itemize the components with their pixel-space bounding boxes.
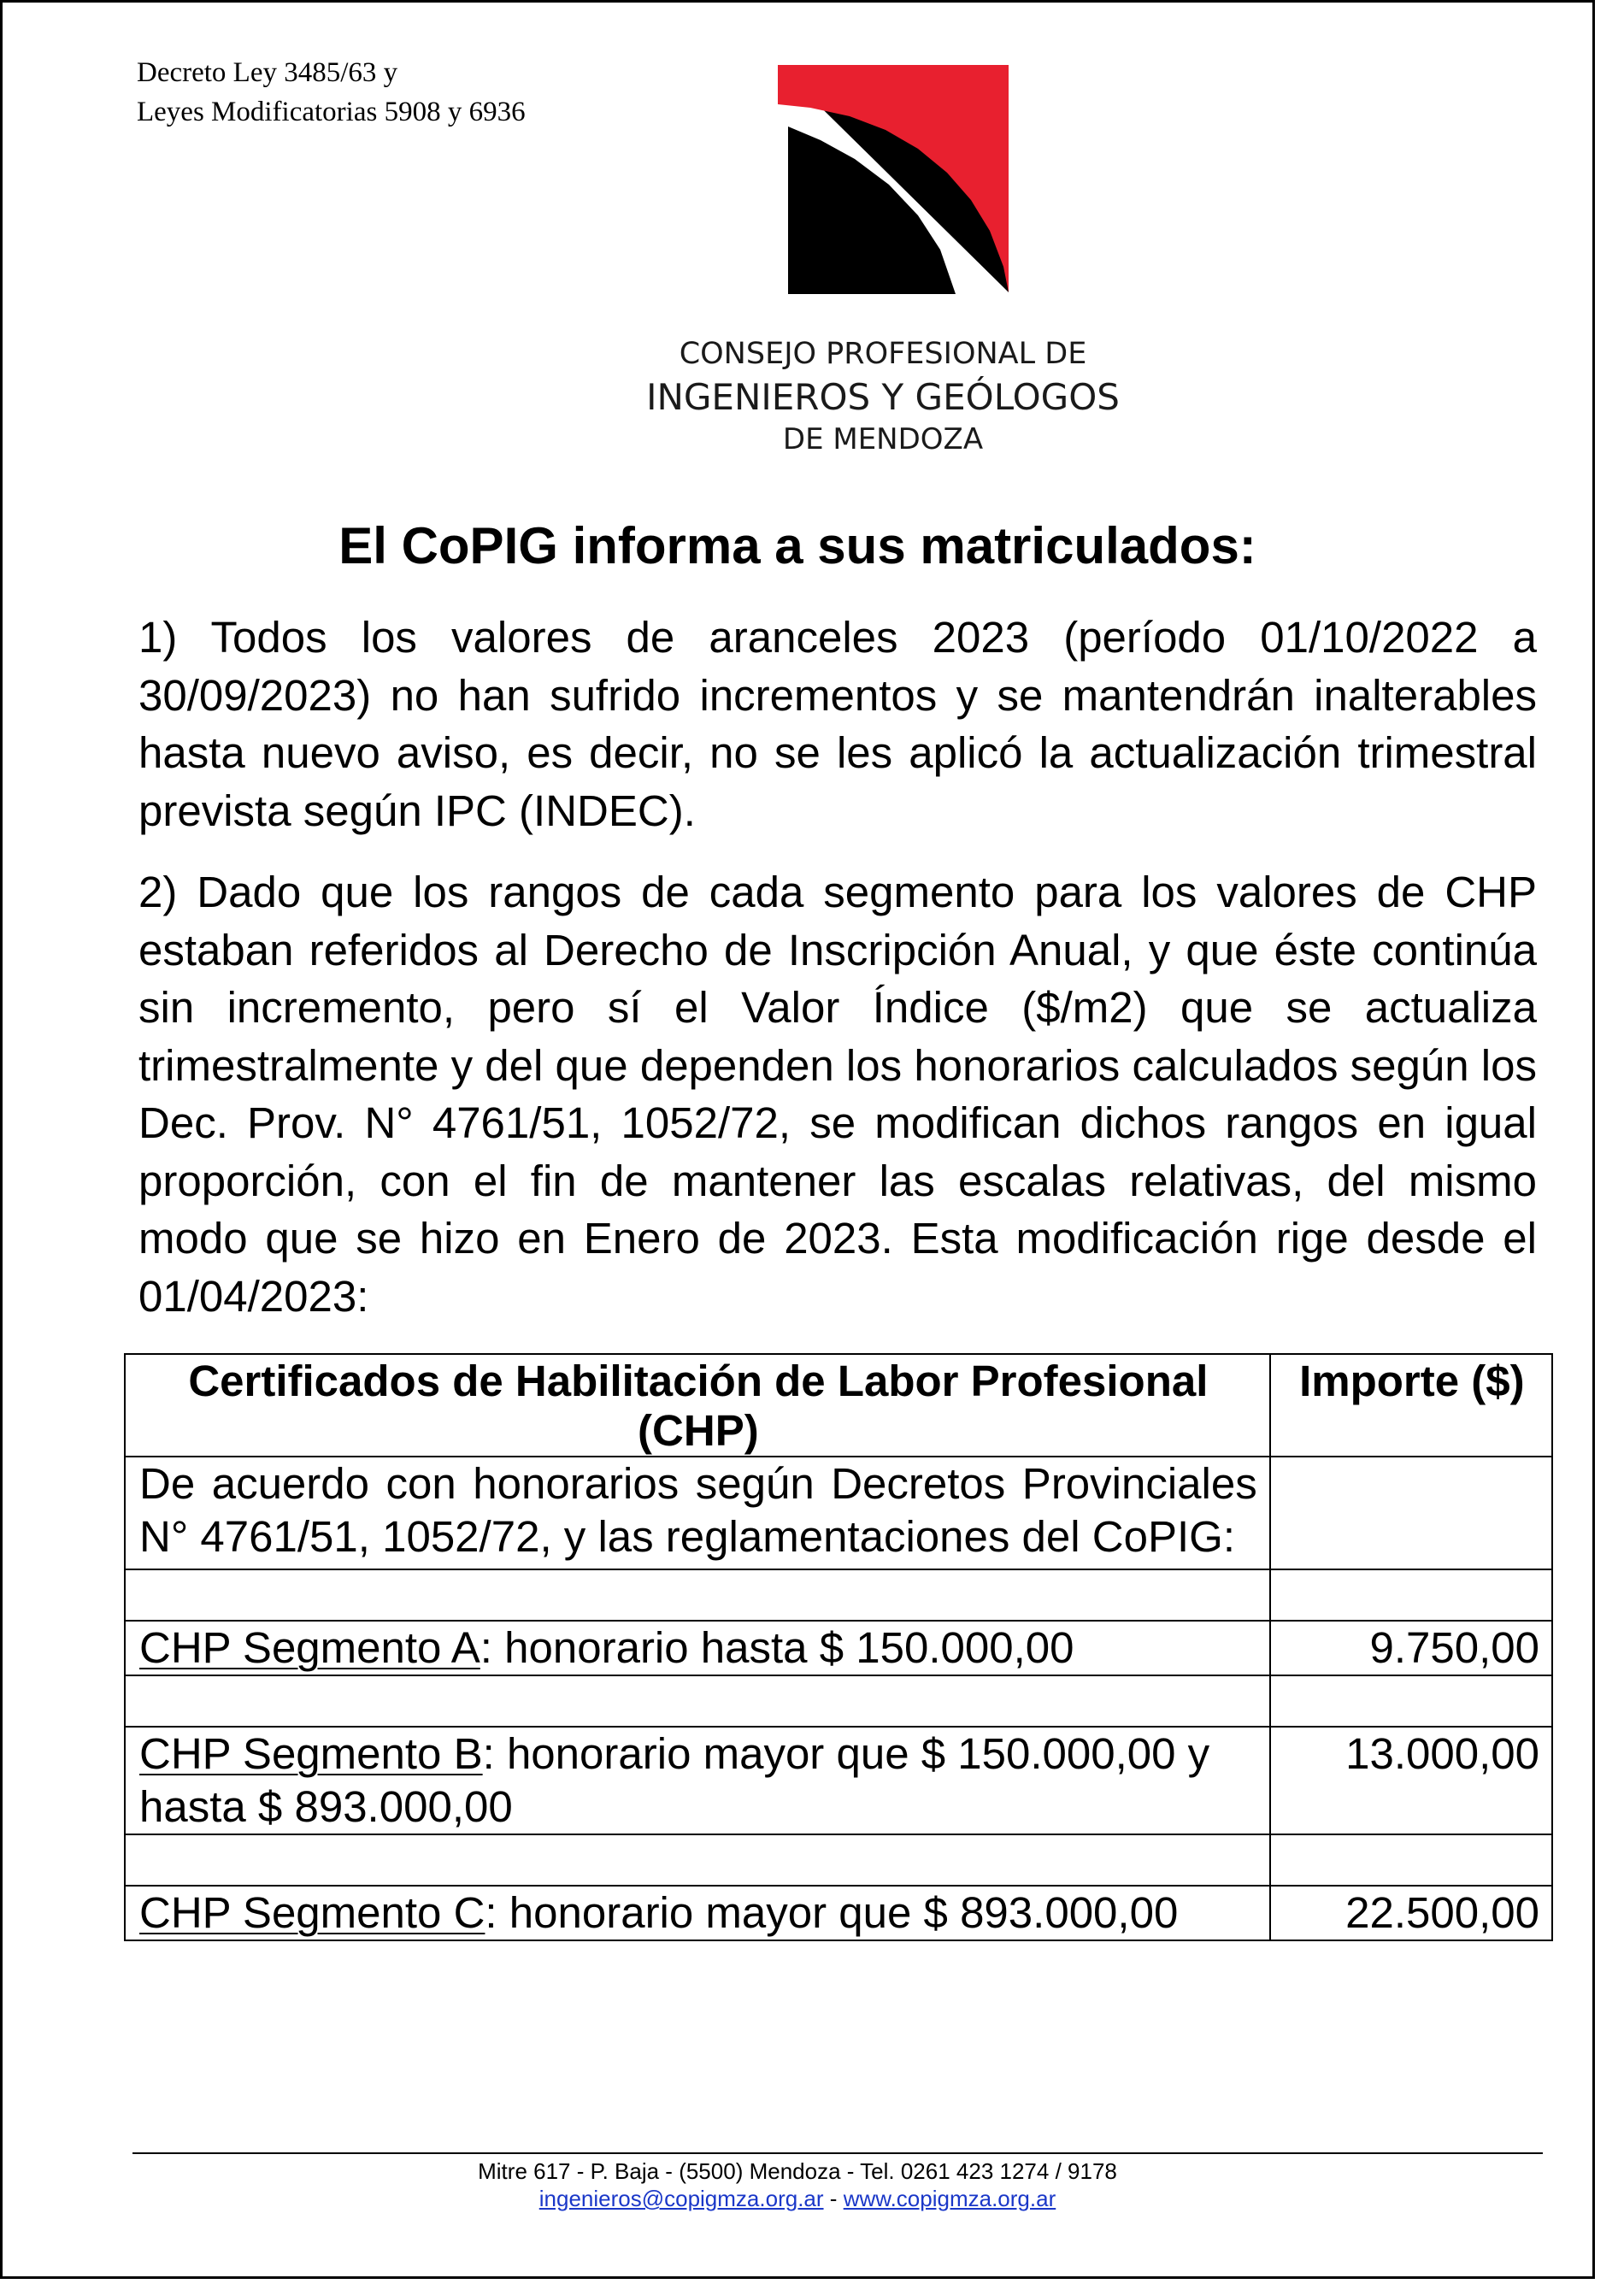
footer-contact — [0, 2185, 1595, 2212]
footer-address: Mitre 617 - P. Baja - (5500) Mendoza - Tel. 0261 423 1274 / 9178 — [478, 2158, 1117, 2184]
header-chp: Certificados de Habilitación de Labor Profesional (CHP) — [125, 1354, 1270, 1457]
decree-reference — [137, 53, 526, 132]
logo-text-line-3: DE MENDOZA — [782, 422, 984, 456]
table-spacer-row — [125, 1675, 1552, 1727]
logo-text-line-2: INGENIEROS Y GEÓLOGOS — [646, 376, 1120, 418]
segment-c-cell — [125, 1886, 1270, 1940]
segment-a-amount: 9.750,00 — [1270, 1621, 1552, 1675]
copig-logo — [631, 55, 1135, 456]
segment-c-label: CHP Segmento C — [139, 1888, 485, 1937]
table-intro-text: De acuerdo con honorarios según Decretos Provinciales N° 4761/51, 1052/72, y las reglamentaciones del CoPIG: — [125, 1457, 1270, 1569]
segment-a-cell — [125, 1621, 1270, 1675]
table-intro-row — [125, 1457, 1552, 1569]
paragraph-1: 1) Todos los valores de aranceles 2023 (período 01/10/2022 a 30/09/2023) no han sufrido incrementos y se mantendrán inalterables hasta nuevo aviso, es decir, no se les aplicó la actualización trimestral prevista según IPC (INDEC). — [138, 613, 1537, 835]
chp-fees-table — [124, 1353, 1553, 1941]
footer-separator: - — [829, 2186, 838, 2211]
table-row — [125, 1886, 1552, 1940]
segment-b-cell — [125, 1727, 1270, 1834]
table-spacer-row — [125, 1834, 1552, 1886]
segment-a-label: CHP Segmento A — [139, 1623, 480, 1672]
decree-line-1: Decreto Ley 3485/63 y — [137, 57, 398, 88]
segment-a-desc: : honorario hasta $ 150.000,00 — [480, 1623, 1074, 1672]
table-row — [125, 1621, 1552, 1675]
segment-b-amount: 13.000,00 — [1270, 1727, 1552, 1834]
paragraph-2: 2) Dado que los rangos de cada segmento para los valores de CHP estaban referidos al Derecho de Inscripción Anual, y que éste continúa sin incremento, pero sí el Valor Índice ($/m2) que se actualiza trimestralmente y del que dependen los honorarios calculados según los Dec. Prov. N° 4761/51, 1052/72, se modifican dichos rangos en igual proporción, con el fin de mantener las escalas relativas, del mismo modo que se hizo en Enero de 2023. Esta modificación rige desde el 01/04/2023: — [138, 868, 1537, 1321]
segment-b-label: CHP Segmento B — [139, 1729, 483, 1778]
table-intro-amount — [1270, 1457, 1552, 1569]
footer-divider — [132, 2152, 1543, 2154]
table-spacer-row — [125, 1569, 1552, 1621]
footer — [0, 2157, 1595, 2212]
email-link[interactable]: ingenieros@copigmza.org.ar — [538, 2186, 824, 2211]
website-link[interactable]: www.copigmza.org.ar — [843, 2186, 1056, 2211]
segment-c-amount: 22.500,00 — [1270, 1886, 1552, 1940]
header-amount: Importe ($) — [1270, 1354, 1552, 1457]
segment-b-desc: : honorario mayor que $ 150.000,00 y hasta $ 893.000,00 — [139, 1729, 1210, 1831]
table-row — [125, 1727, 1552, 1834]
logo-text-line-1: CONSEJO PROFESIONAL DE — [679, 337, 1087, 371]
decree-line-2: Leyes Modificatorias 5908 y 6936 — [137, 97, 526, 127]
segment-c-desc: : honorario mayor que $ 893.000,00 — [485, 1888, 1179, 1937]
copig-logo-mark — [631, 55, 1135, 320]
notice-title: El CoPIG informa a sus matriculados: — [338, 517, 1256, 574]
table-header-row — [125, 1354, 1552, 1457]
